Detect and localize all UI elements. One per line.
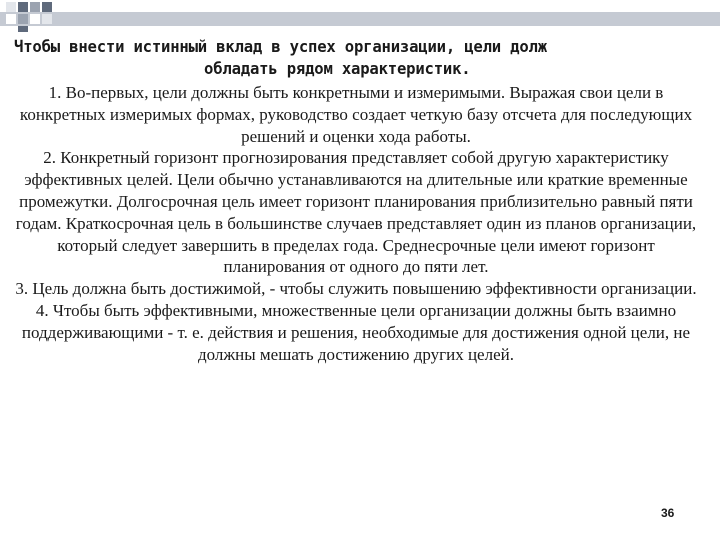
point-1: 1. Во-первых, цели должны быть конкретными и измеримыми. Выражая свои цели в конкретных измеримых формах, руководство создает четкую базу отсчета для последующих решений и оценки хода работы. — [19, 83, 693, 146]
decor-square — [6, 14, 16, 24]
point-3: 3. Цель должна быть достижимой, - чтобы служить повышению эффективности организации. — [15, 279, 697, 299]
point-4: 4. Чтобы быть эффективными, множественные цели организации должны быть взаимно поддерживающими - т. е. действия и решения, необходимые для достижения одной цели, не должны мешать достижению других целей. — [21, 300, 691, 364]
slide-title-line1: Чтобы внести истинный вклад в успех организации, цели долж — [14, 38, 547, 56]
decor-square — [42, 14, 52, 24]
decor-square — [42, 2, 52, 12]
decor-square — [30, 2, 40, 12]
slide-title — [14, 36, 720, 80]
point-2: 2. Конкретный горизонт прогнозирования представляет собой другую характеристику эффективных целей. Цели обычно устанавливаются на длительные или краткие временные промежутки. Долгосрочная цель имеет горизонт планирования приблизительно равный пяти годам. Краткосрочная цель в большинстве случаев представляет один из планов организации, который следует завершить в пределах года. Среднесрочные цели имеют горизонт планирования от одного до пяти лет. — [15, 148, 697, 277]
slide-content — [14, 36, 720, 365]
header-band — [0, 12, 720, 26]
decor-square — [18, 2, 28, 12]
decor-square — [18, 14, 28, 24]
slide-title-line2: обладать рядом характеристик. — [204, 60, 471, 78]
decor-square — [6, 2, 16, 12]
decor-square — [18, 26, 28, 32]
page-number: 36 — [661, 506, 675, 520]
decor-square — [30, 14, 40, 24]
